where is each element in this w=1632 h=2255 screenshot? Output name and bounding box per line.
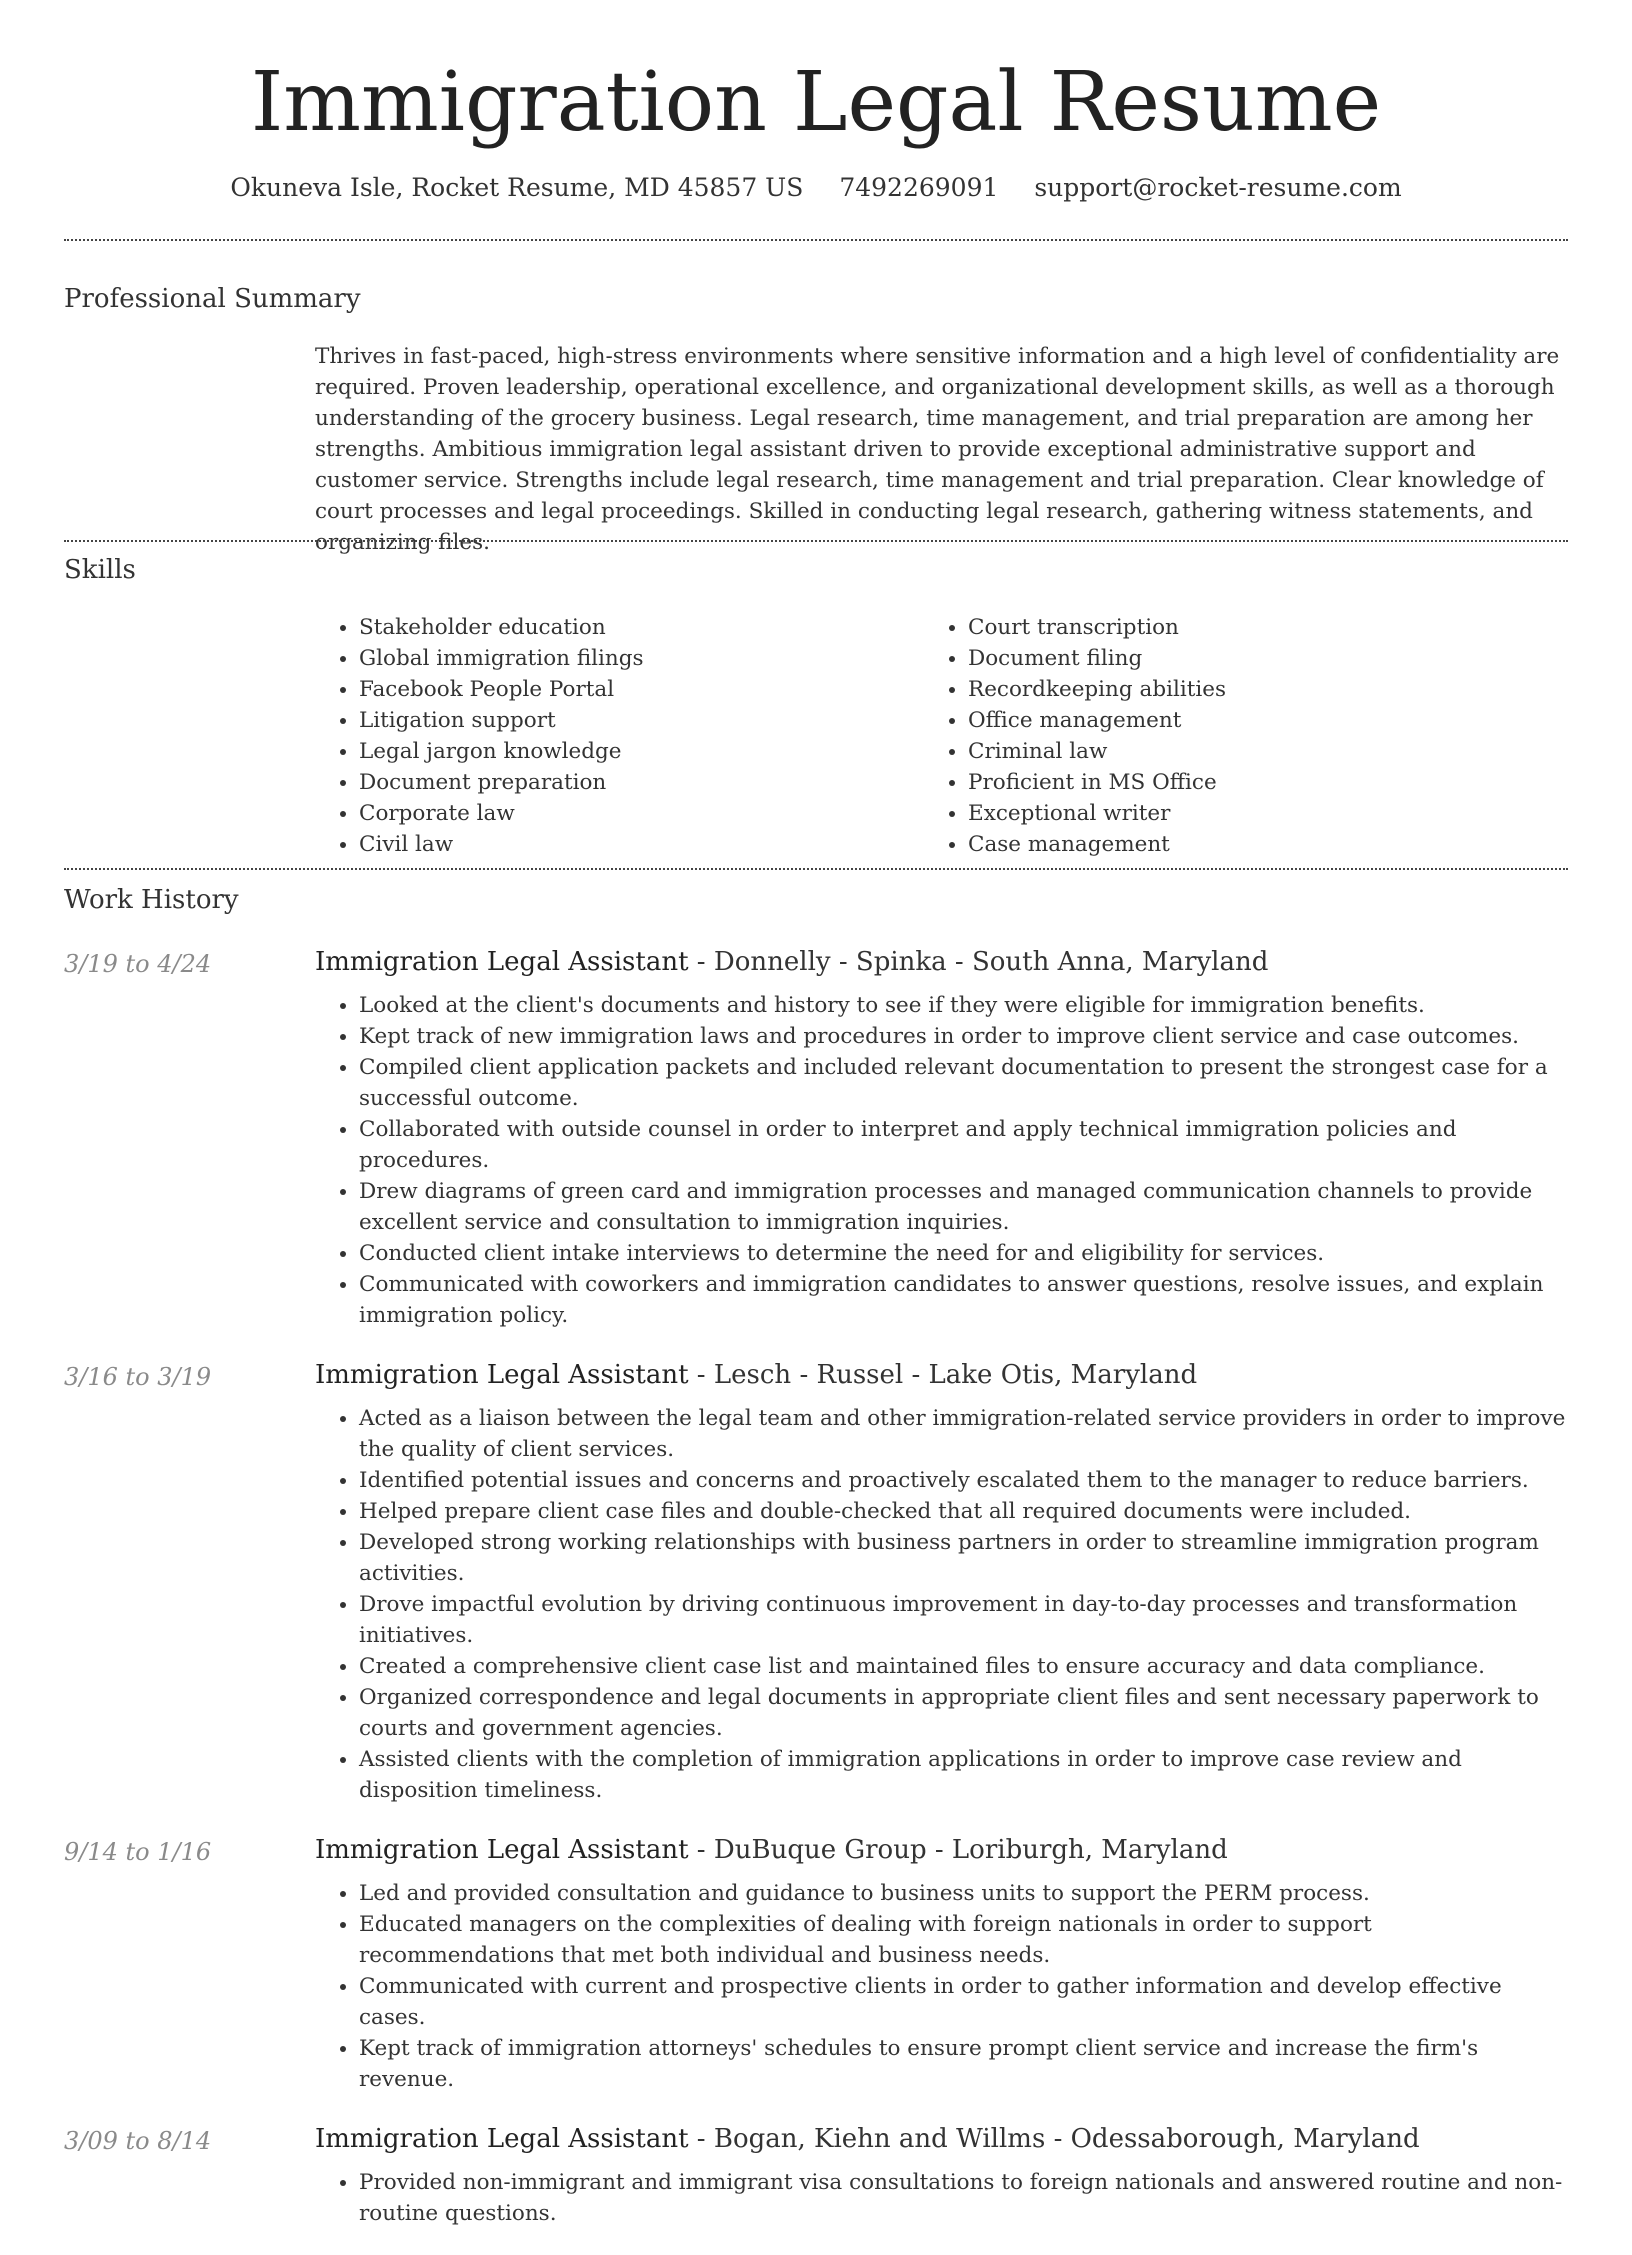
job-title: Immigration Legal Assistant [315, 1835, 689, 1865]
job-heading [315, 2121, 1568, 2157]
skill-item: • Civil law [359, 829, 919, 860]
summary-heading: Professional Summary [64, 284, 361, 314]
section-divider [64, 540, 1568, 542]
job-heading [315, 944, 1568, 980]
resume-title: Immigration Legal Resume [250, 55, 1382, 150]
skill-item: • Legal jargon knowledge [359, 736, 919, 767]
job-dates: 9/14 to 1/16 [64, 1838, 212, 1866]
summary-text: Thrives in fast-paced, high-stress environments where sensitive information and a high level of confidentiality are required. Proven leadership, operational excellence, and organizational development skills, as well as a thorough understanding of the grocery business. Legal research, time management, and trial preparation are among her strengths. Ambitious immigration legal assistant driven to provide exceptional administrative support and customer service. Strengths include legal research, time management and trial preparation. Clear knowledge of court processes and legal proceedings. Skilled in conducting legal research, gathering witness statements, and organizing files. [315, 344, 1560, 555]
job-bullet-list [315, 1878, 1568, 2095]
job-bullet-list [315, 1403, 1568, 1806]
job-bullet-list [315, 990, 1568, 1331]
job-heading-separator: - [688, 1360, 714, 1390]
contact-line [0, 170, 1632, 206]
skills-list-left [315, 612, 919, 860]
job-bullet: • Compiled client application packets and included relevant documentation to present the strongest case for a successful outcome. [359, 1052, 1568, 1114]
job-heading-separator: - [688, 2124, 714, 2154]
job-bullet: • Kept track of new immigration laws and procedures in order to improve client service and case outcomes. [359, 1021, 1568, 1052]
job-bullet: • Drew diagrams of green card and immigration processes and managed communication channels to provide excellent service and consultation to immigration inquiries. [359, 1176, 1568, 1238]
skill-item: • Stakeholder education [359, 612, 919, 643]
job-bullet: • Communicated with current and prospective clients in order to gather information and develop effective cases. [359, 1971, 1568, 2033]
job-bullet: • Kept track of immigration attorneys' schedules to ensure prompt client service and increase the firm's revenue. [359, 2033, 1568, 2095]
job-bullet: • Identified potential issues and concerns and proactively escalated them to the manager to reduce barriers. [359, 1465, 1568, 1496]
job-bullet: • Assisted clients with the completion of immigration applications in order to improve case review and disposition timeliness. [359, 1744, 1568, 1806]
section-divider [64, 868, 1568, 870]
skill-item: • Recordkeeping abilities [968, 674, 1568, 705]
skill-item: • Office management [968, 705, 1568, 736]
job-heading-separator: - [688, 1835, 714, 1865]
contact-phone: 7492269091 [839, 173, 999, 202]
work-history-list [64, 944, 1568, 2255]
skills-list-right [924, 612, 1568, 860]
job-bullet-list [315, 2167, 1568, 2229]
work-history-heading: Work History [64, 885, 239, 915]
job-heading [315, 1832, 1568, 1868]
job-bullet: • Looked at the client's documents and history to see if they were eligible for immigration benefits. [359, 990, 1568, 1021]
skills-heading: Skills [64, 555, 136, 585]
job-entry [64, 944, 1568, 1331]
skill-item: • Corporate law [359, 798, 919, 829]
job-bullet: • Provided non-immigrant and immigrant visa consultations to foreign nationals and answered routine and non-routine questions. [359, 2167, 1568, 2229]
job-entry [64, 1832, 1568, 2095]
job-dates: 3/19 to 4/24 [64, 950, 212, 978]
contact-email: support@rocket-resume.com [1034, 173, 1402, 202]
job-bullet: • Conducted client intake interviews to determine the need for and eligibility for services. [359, 1238, 1568, 1269]
skill-item: • Litigation support [359, 705, 919, 736]
job-bullet: • Created a comprehensive client case list and maintained files to ensure accuracy and data compliance. [359, 1651, 1568, 1682]
job-bullet: • Acted as a liaison between the legal team and other immigration-related service providers in order to improve the quality of client services. [359, 1403, 1568, 1465]
skill-item: • Criminal law [968, 736, 1568, 767]
job-bullet: • Led and provided consultation and guidance to business units to support the PERM process. [359, 1878, 1568, 1909]
job-dates: 3/09 to 8/14 [64, 2127, 212, 2155]
job-entry [64, 1357, 1568, 1806]
section-divider [64, 239, 1568, 241]
skill-item: • Proficient in MS Office [968, 767, 1568, 798]
skill-item: • Document filing [968, 643, 1568, 674]
job-bullet: • Collaborated with outside counsel in order to interpret and apply technical immigration policies and procedures. [359, 1114, 1568, 1176]
skill-item: • Exceptional writer [968, 798, 1568, 829]
skill-item: • Document preparation [359, 767, 919, 798]
job-title: Immigration Legal Assistant [315, 947, 689, 977]
skill-item: • Global immigration filings [359, 643, 919, 674]
job-company-location: Donnelly - Spinka - South Anna, Maryland [713, 947, 1269, 977]
job-title: Immigration Legal Assistant [315, 1360, 689, 1390]
job-bullet: • Organized correspondence and legal documents in appropriate client files and sent necessary paperwork to courts and government agencies. [359, 1682, 1568, 1744]
job-bullet: • Developed strong working relationships with business partners in order to streamline immigration program activities. [359, 1527, 1568, 1589]
job-heading [315, 1357, 1568, 1393]
skill-item: • Court transcription [968, 612, 1568, 643]
job-bullet: • Helped prepare client case files and double-checked that all required documents were included. [359, 1496, 1568, 1527]
job-bullet: • Drove impactful evolution by driving continuous improvement in day-to-day processes and transformation initiatives. [359, 1589, 1568, 1651]
job-heading-separator: - [688, 947, 714, 977]
contact-address: Okuneva Isle, Rocket Resume, MD 45857 US [230, 173, 804, 202]
skill-item: • Facebook People Portal [359, 674, 919, 705]
job-company-location: DuBuque Group - Loriburgh, Maryland [713, 1835, 1228, 1865]
job-company-location: Lesch - Russel - Lake Otis, Maryland [713, 1360, 1198, 1390]
job-bullet: • Educated managers on the complexities of dealing with foreign nationals in order to support recommendations that met both individual and business needs. [359, 1909, 1568, 1971]
job-entry [64, 2121, 1568, 2229]
job-bullet: • Communicated with coworkers and immigration candidates to answer questions, resolve issues, and explain immigration policy. [359, 1269, 1568, 1331]
job-title: Immigration Legal Assistant [315, 2124, 689, 2154]
skill-item: • Case management [968, 829, 1568, 860]
job-company-location: Bogan, Kiehn and Willms - Odessaborough, Maryland [713, 2124, 1420, 2154]
job-dates: 3/16 to 3/19 [64, 1363, 212, 1391]
